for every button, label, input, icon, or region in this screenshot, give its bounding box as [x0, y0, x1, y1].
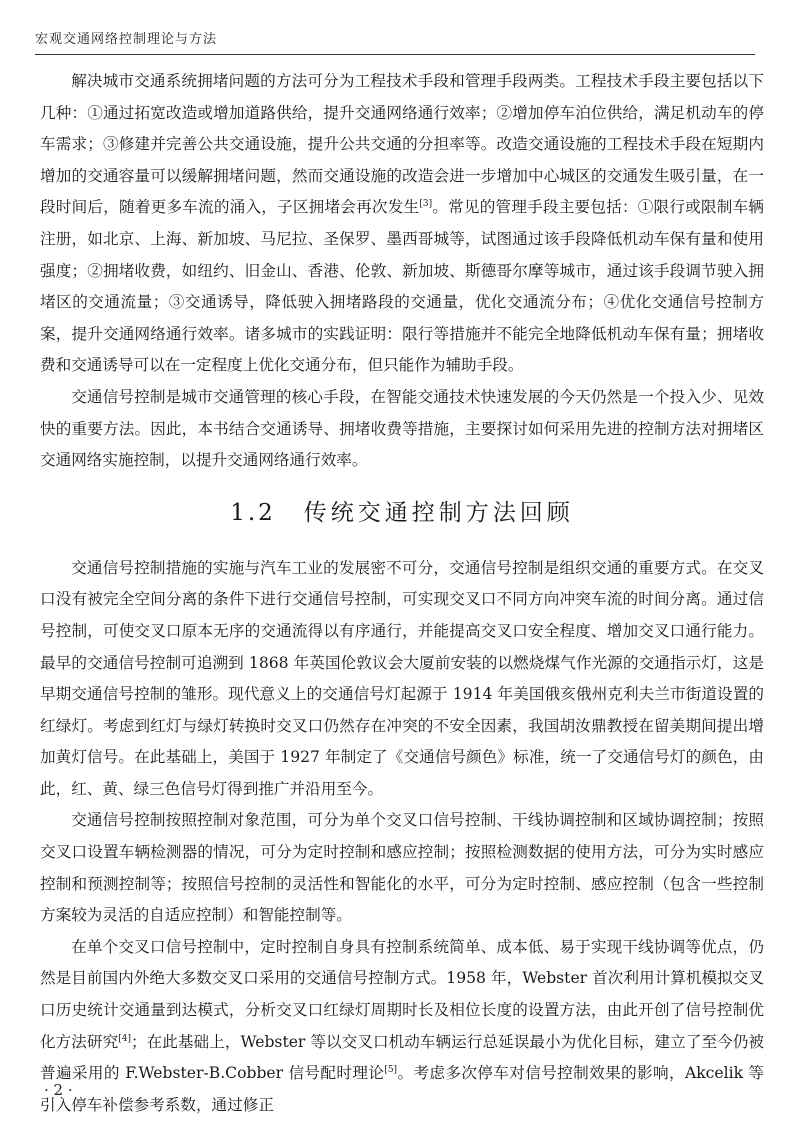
paragraph-text: ；在此基础上，Webster 等以交叉口机动车辆运行总延误最小为优化目标，建立了至今仍被普遍采用的 F.Webster-B.Cobber 信号配时理论 — [40, 1032, 764, 1083]
paragraph — [40, 553, 764, 806]
section-paragraphs — [40, 553, 764, 1122]
paragraph — [40, 932, 764, 1122]
section-heading — [40, 491, 764, 535]
citation-ref: [4] — [118, 1033, 131, 1044]
paragraph-text: 在单个交叉口信号控制中，定时控制自身具有控制系统简单、成本低、易于实现干线协调等优点，仍然是目前国内外绝大多数交叉口采用的交通信号控制方式。1958 年，Webster 首次利用计算机模拟交叉口历史统计交通量到达模式，分析交叉口红绿灯周期时长及相位长度的设置方法，由此开创了信号控制优化方法研究 — [40, 937, 764, 1051]
paragraph — [40, 66, 764, 382]
page-number: · 2 · — [44, 1081, 73, 1099]
header-rule — [35, 54, 755, 55]
paragraph-text: 。考虑多次停车对信号控制效果的影响，Akcelik 等引入停车补偿参考系数，通过修正 — [40, 1064, 764, 1114]
paragraph-text: 交通信号控制是城市交通管理的核心手段，在智能交通技术快速发展的今天仍然是一个投入少、见效快的重要方法。因此，本书结合交通诱导、拥堵收费等措施，主要探讨如何采用先进的控制方法对拥堵区交通网络实施控制，以提升交通网络通行效率。 — [40, 387, 764, 470]
section-title: 传统交通控制方法回顾 — [303, 499, 574, 526]
section-number: 1.2 — [230, 499, 276, 526]
citation-ref: [3] — [419, 199, 433, 210]
paragraph-text: 解决城市交通系统拥堵问题的方法可分为工程技术手段和管理手段两类。工程技术手段主要包括以下几种：①通过拓宽改造或增加道路供给，提升交通网络通行效率；②增加停车泊位供给，满足机动车的停车需求；③修建并完善公共交通设施，提升公共交通的分担率等。改造交通设施的工程技术手段在短期内增加的交通容量可以缓解拥堵问题，然而交通设施的改造会进一步增加中心城区的交通发生吸引量，在一段时间后，随着更多车流的涌入，子区拥堵会再次发生 — [40, 72, 764, 217]
paragraph-text: 交通信号控制按照控制对象范围，可分为单个交叉口信号控制、干线协调控制和区域协调控制；按照交叉口设置车辆检测器的情况，可分为定时控制和感应控制；按照检测数据的使用方法，可分为实时感应控制和预测控制等；按照信号控制的灵活性和智能化的水平，可分为定时控制、感应控制（包含一些控制方案较为灵活的自适应控制）和智能控制等。 — [40, 811, 764, 925]
paragraph — [40, 382, 764, 477]
paragraph-text: 。常见的管理手段主要包括：①限行或限制车辆注册，如北京、上海、新加坡、马尼拉、圣保罗、墨西哥城等，试图通过该手段降低机动车保有量和使用强度；②拥堵收费，如纽约、旧金山、香港、伦敦、新加坡、斯德哥尔摩等城市，通过该手段调节驶入拥堵区的交通流量；③交通诱导，降低驶入拥堵路段的交通量，优化交通流分布；④优化交通信号控制方案，提升交通网络通行效率。诸多城市的实践证明：限行等措施并不能完全地降低机动车保有量；拥堵收费和交通诱导可以在一定程度上优化交通分布，但只能作为辅助手段。 — [40, 198, 764, 375]
running-head: 宏观交通网络控制理论与方法 — [35, 32, 218, 47]
citation-ref: [5] — [384, 1065, 398, 1076]
paragraph — [40, 805, 764, 931]
page-body — [40, 66, 764, 1121]
intro-paragraphs — [40, 66, 764, 477]
paragraph-text: 交通信号控制措施的实施与汽车工业的发展密不可分，交通信号控制是组织交通的重要方式。在交叉口没有被完全空间分离的条件下进行交通信号控制，可实现交叉口不同方向冲突车流的时间分离。通过信号控制，可使交叉口原本无序的交通流得以有序通行，并能提高交叉口安全程度、增加交叉口通行能力。最早的交通信号控制可追溯到 1868 年英国伦敦议会大厦前安装的以燃烧煤气作光源的交通指示灯，这是早期交通信号控制的雏形。现代意义上的交通信号灯起源于 1914 年美国俄亥俄州克利夫兰市街道设置的红绿灯。考虑到红灯与绿灯转换时交叉口仍然存在冲突的不安全因素，我国胡汝鼎教授在留美期间提出增加黄灯信号。在此基础上，美国于 1927 年制定了《交通信号颜色》标准，统一了交通信号灯的颜色，由此，红、黄、绿三色信号灯得到推广并沿用至今。 — [40, 558, 764, 798]
